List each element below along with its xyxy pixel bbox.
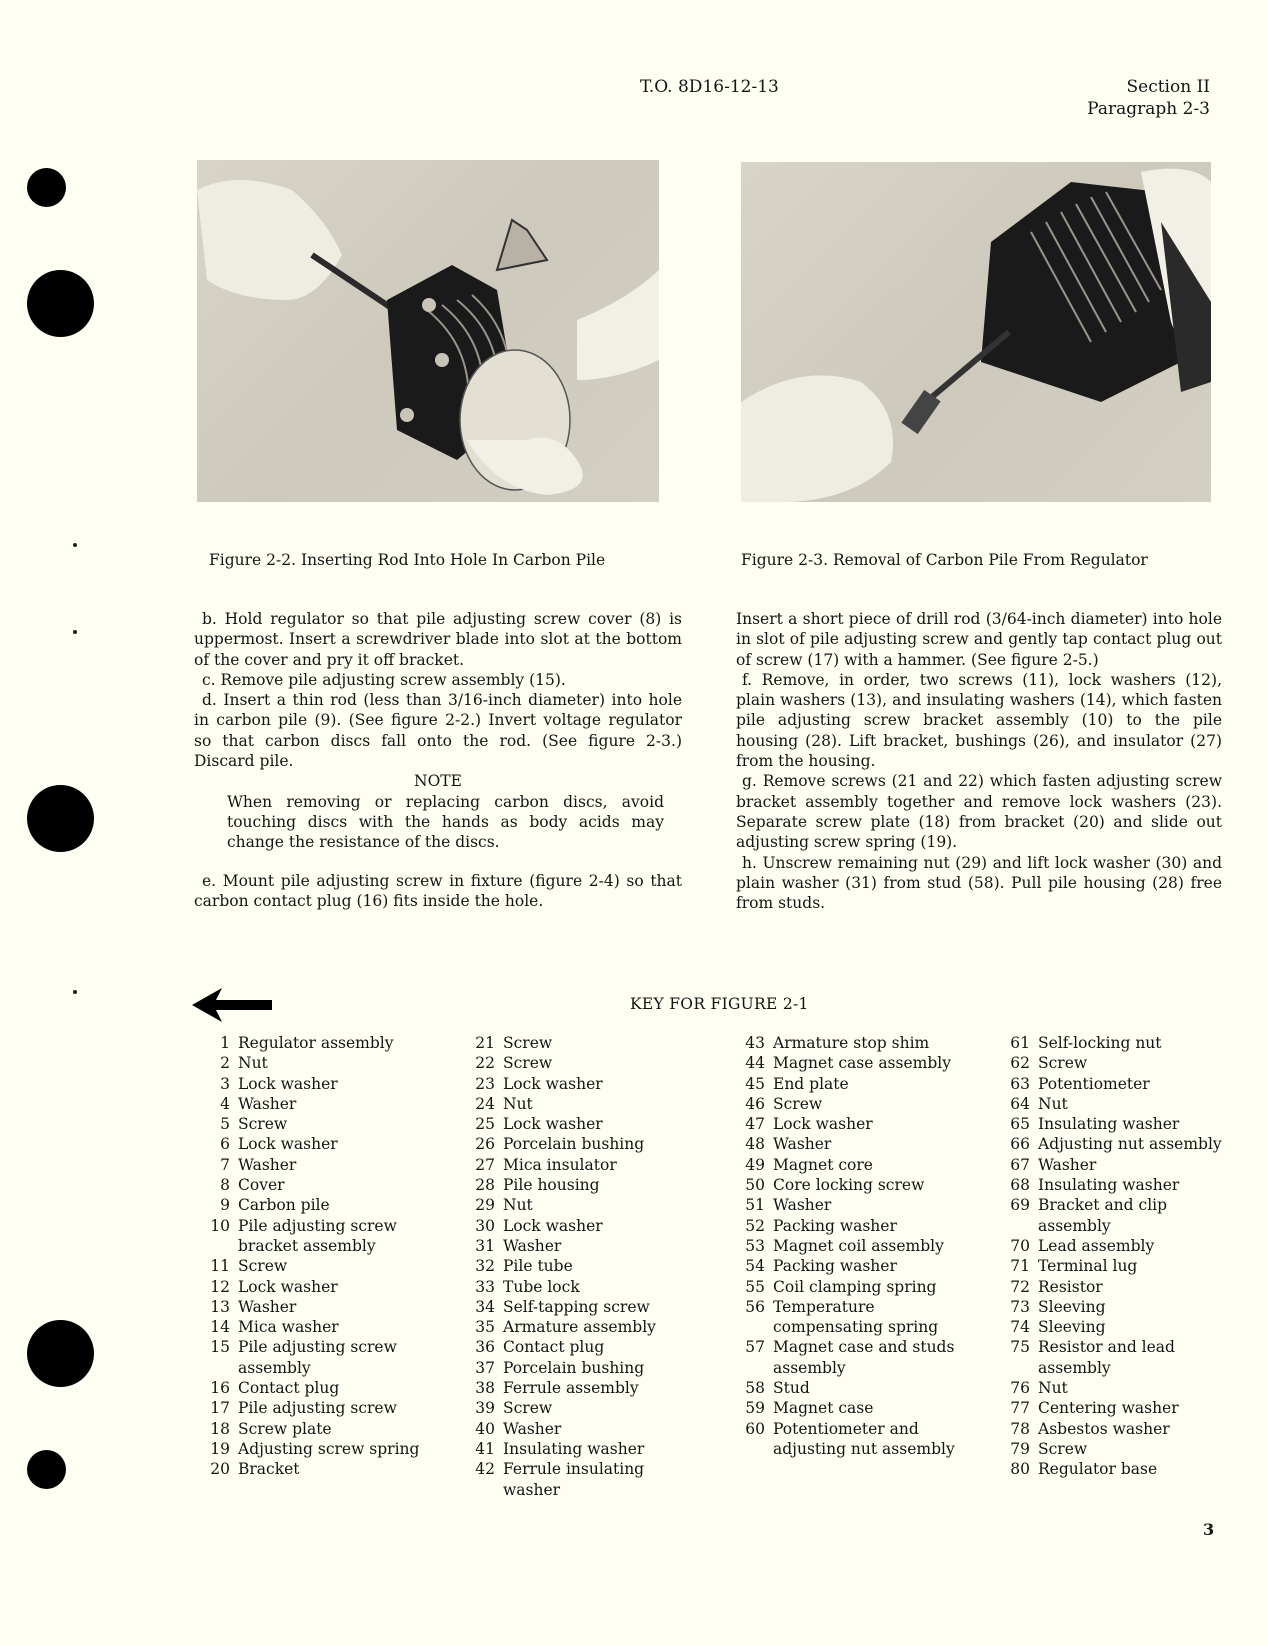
key-item-number: 71 (1010, 1257, 1030, 1276)
key-item-number: 21 (475, 1034, 495, 1052)
key-item-number: 10 (210, 1216, 230, 1235)
key-item-label: Insulating washer (1038, 1176, 1180, 1195)
key-item (200, 1337, 440, 1378)
key-item-label: Mica washer (238, 1318, 339, 1337)
key-item-number: 48 (745, 1135, 765, 1154)
key-item-number: 44 (745, 1054, 765, 1073)
key-item (200, 1277, 440, 1297)
key-item (735, 1378, 975, 1398)
key-item-number: 52 (745, 1216, 765, 1235)
key-item-number: 45 (745, 1074, 765, 1093)
key-item (465, 1439, 705, 1459)
key-item-number: 31 (475, 1236, 495, 1255)
key-item-label: Nut (238, 1054, 268, 1073)
key-item-label: Resistor and lead assembly (1038, 1338, 1175, 1377)
key-item (735, 1155, 975, 1175)
key-item (465, 1297, 705, 1317)
key-item (200, 1033, 440, 1053)
key-item-label: Screw (1038, 1439, 1088, 1458)
key-item (200, 1074, 440, 1094)
key-item (735, 1337, 975, 1378)
key-item-number: 38 (475, 1379, 495, 1398)
step-e: e. Mount pile adjusting screw in fixture (figure 2-4) so that carbon contact plug (16) fits inside the hole. (194, 871, 682, 910)
key-item-number: 23 (475, 1074, 495, 1093)
key-item-number: 11 (210, 1257, 230, 1276)
key-item (465, 1094, 705, 1114)
key-item (735, 1297, 975, 1338)
figure-2-3-caption: Figure 2-3. Removal of Carbon Pile From Regulator (741, 551, 1148, 569)
key-item-number: 1 (220, 1034, 230, 1052)
key-item-label: Potentiometer (1038, 1074, 1150, 1093)
key-item (735, 1053, 975, 1073)
key-item (465, 1134, 705, 1154)
key-item-number: 7 (220, 1155, 230, 1174)
key-item-number: 29 (475, 1196, 495, 1215)
key-item-label: Adjusting nut assembly (1038, 1135, 1222, 1154)
key-item (1000, 1419, 1230, 1439)
key-item-label: Pile adjusting screw bracket assembly (238, 1216, 397, 1255)
key-item (200, 1459, 440, 1479)
key-item-number: 9 (220, 1196, 230, 1215)
key-item-number: 19 (210, 1439, 230, 1458)
key-item-label: Magnet case assembly (773, 1054, 951, 1073)
key-item-label: End plate (773, 1074, 849, 1093)
key-item-label: Magnet coil assembly (773, 1236, 944, 1255)
key-item (200, 1195, 440, 1215)
key-item-label: Nut (503, 1094, 533, 1113)
key-item (465, 1114, 705, 1134)
step-f: f. Remove, in order, two screws (11), lock washers (12), plain washers (13), and insulating washers (14), which fasten pile adjusting screw bracket assembly (10) to the pile housing (28). Lift bracket, bushings (26), and insulator (27) from the housing. (736, 670, 1222, 771)
step-e-continued: Insert a short piece of drill rod (3/64-inch diameter) into hole in slot of pile adjusting screw and gently tap contact plug out of screw (17) with a hammer. (See figure 2-5.) (736, 610, 1222, 669)
key-item-label: Screw (238, 1257, 288, 1276)
right-text-column (736, 609, 1222, 913)
key-item-label: Pile housing (503, 1176, 600, 1195)
key-item (465, 1195, 705, 1215)
key-item-number: 34 (475, 1297, 495, 1316)
key-column-3 (735, 1033, 975, 1459)
key-item (200, 1094, 440, 1114)
key-item-number: 36 (475, 1338, 495, 1357)
step-b: b. Hold regulator so that pile adjusting screw cover (8) is uppermost. Insert a screwdriver blade into slot at the bottom of the cover and pry it off bracket. (194, 610, 682, 669)
key-item (735, 1236, 975, 1256)
key-item-label: Pile adjusting screw assembly (238, 1338, 397, 1377)
key-item-number: 57 (745, 1338, 765, 1357)
key-item-number: 6 (220, 1135, 230, 1154)
key-item-label: Washer (773, 1196, 832, 1215)
key-item (735, 1074, 975, 1094)
key-item-number: 63 (1010, 1074, 1030, 1093)
key-item-label: Washer (503, 1236, 562, 1255)
key-item-number: 49 (745, 1155, 765, 1174)
binder-hole-4 (27, 1320, 94, 1387)
key-item-label: Lock washer (238, 1277, 338, 1296)
key-item-label: Screw (238, 1115, 288, 1134)
technical-order-number: T.O. 8D16-12-13 (640, 77, 779, 97)
key-item-number: 37 (475, 1358, 495, 1377)
key-item-number: 54 (745, 1257, 765, 1276)
key-item (735, 1094, 975, 1114)
key-item-number: 64 (1010, 1094, 1030, 1113)
key-item (200, 1256, 440, 1276)
step-h: h. Unscrew remaining nut (29) and lift lock washer (30) and plain washer (31) from stud (58). Pull pile housing (28) free from studs. (736, 853, 1222, 913)
key-item-number: 16 (210, 1379, 230, 1398)
key-item (200, 1175, 440, 1195)
key-item-number: 78 (1010, 1419, 1030, 1438)
key-item-number: 77 (1010, 1399, 1030, 1418)
key-item (1000, 1114, 1230, 1134)
regulator-rod-illustration (197, 160, 659, 502)
key-item (465, 1277, 705, 1297)
key-item (1000, 1439, 1230, 1459)
key-item (1000, 1033, 1230, 1053)
key-item-label: Packing washer (773, 1216, 897, 1235)
key-item (1000, 1277, 1230, 1297)
key-item (1000, 1074, 1230, 1094)
key-item-number: 13 (210, 1297, 230, 1316)
figure-2-2-caption: Figure 2-2. Inserting Rod Into Hole In Carbon Pile (209, 551, 606, 569)
key-item-label: Screw (1038, 1054, 1088, 1073)
key-item-label: Temperature compensating spring (773, 1297, 939, 1337)
key-item (1000, 1256, 1230, 1276)
key-item-number: 41 (475, 1439, 495, 1458)
key-item-label: Armature assembly (503, 1318, 656, 1337)
key-item-label: Terminal lug (1038, 1257, 1138, 1276)
key-item-label: Washer (238, 1094, 297, 1113)
key-item (735, 1033, 975, 1053)
key-item-label: Magnet core (773, 1155, 873, 1174)
key-item (735, 1277, 975, 1297)
key-item-number: 70 (1010, 1236, 1030, 1255)
section-label: Section II (1126, 77, 1210, 97)
binder-hole-2 (27, 270, 94, 337)
key-item (465, 1378, 705, 1398)
key-item-number: 17 (210, 1399, 230, 1418)
key-item (1000, 1134, 1230, 1154)
key-item (1000, 1195, 1230, 1236)
key-item (200, 1398, 440, 1418)
key-item (735, 1398, 975, 1418)
key-item-label: Asbestos washer (1038, 1419, 1170, 1438)
key-item (465, 1337, 705, 1357)
key-item-label: Ferrule insulating washer (503, 1460, 645, 1499)
key-item (465, 1358, 705, 1378)
key-item-label: Washer (238, 1155, 297, 1174)
key-item-number: 22 (475, 1054, 495, 1073)
note-body: When removing or replacing carbon discs, avoid touching discs with the hands as body acids may change the resistance of the discs. (227, 792, 664, 852)
step-c: c. Remove pile adjusting screw assembly (15). (202, 670, 566, 689)
key-item-label: Bracket and clip assembly (1038, 1196, 1168, 1235)
key-item-label: Coil clamping spring (773, 1277, 937, 1296)
key-item-number: 43 (745, 1034, 765, 1052)
key-item-label: Bracket (238, 1460, 300, 1479)
key-item-label: Ferrule assembly (503, 1379, 639, 1398)
key-item-number: 26 (475, 1135, 495, 1154)
key-item-label: Lock washer (773, 1115, 873, 1134)
key-item (465, 1419, 705, 1439)
key-item-number: 5 (220, 1115, 230, 1134)
key-item-number: 61 (1010, 1034, 1030, 1052)
key-item-label: Screw (773, 1094, 823, 1113)
key-item-label: Potentiometer and adjusting nut assembly (773, 1419, 955, 1458)
key-item-number: 12 (210, 1277, 230, 1296)
key-item (465, 1053, 705, 1073)
carbon-pile-removal-illustration (741, 162, 1211, 502)
key-item-label: Washer (503, 1419, 562, 1438)
key-item (1000, 1155, 1230, 1175)
binder-hole-5 (27, 1450, 66, 1489)
key-item (735, 1175, 975, 1195)
key-item-number: 66 (1010, 1135, 1030, 1154)
key-item-number: 76 (1010, 1379, 1030, 1398)
key-item-number: 51 (745, 1196, 765, 1215)
key-title: KEY FOR FIGURE 2-1 (630, 995, 809, 1013)
key-item (200, 1317, 440, 1337)
key-item-label: Stud (773, 1379, 810, 1398)
key-item-label: Magnet case (773, 1399, 874, 1418)
key-item-number: 8 (220, 1176, 230, 1195)
key-item (1000, 1398, 1230, 1418)
key-item (735, 1216, 975, 1236)
key-item-label: Contact plug (238, 1379, 340, 1398)
key-item-label: Regulator base (1038, 1460, 1158, 1479)
key-item (465, 1033, 705, 1053)
key-item (1000, 1094, 1230, 1114)
key-item-label: Lock washer (503, 1074, 603, 1093)
key-item-number: 67 (1010, 1155, 1030, 1174)
key-item (465, 1074, 705, 1094)
key-item (735, 1114, 975, 1134)
key-item-number: 47 (745, 1115, 765, 1134)
key-item-label: Lock washer (238, 1135, 338, 1154)
key-item (1000, 1337, 1230, 1378)
key-item-label: Packing washer (773, 1257, 897, 1276)
key-item (200, 1053, 440, 1073)
key-item (465, 1155, 705, 1175)
key-item (465, 1236, 705, 1256)
key-item-number: 65 (1010, 1115, 1030, 1134)
key-item (735, 1134, 975, 1154)
key-item (1000, 1459, 1230, 1479)
key-item-label: Mica insulator (503, 1155, 617, 1174)
key-item (735, 1419, 975, 1460)
key-item (465, 1175, 705, 1195)
key-item (1000, 1236, 1230, 1256)
key-item-label: Pile adjusting screw (238, 1399, 397, 1418)
key-item-label: Self-tapping screw (503, 1297, 650, 1316)
key-item-label: Tube lock (503, 1277, 580, 1296)
key-item-number: 28 (475, 1176, 495, 1195)
note-heading: NOTE (414, 772, 462, 791)
key-item-number: 62 (1010, 1054, 1030, 1073)
key-item (200, 1114, 440, 1134)
binder-hole-3 (27, 785, 94, 852)
key-item-label: Sleeving (1038, 1297, 1106, 1316)
key-item-label: Screw (503, 1399, 553, 1418)
key-item (200, 1439, 440, 1459)
key-item-number: 72 (1010, 1277, 1030, 1296)
key-item-number: 24 (475, 1094, 495, 1113)
key-item (465, 1256, 705, 1276)
key-item-number: 35 (475, 1318, 495, 1337)
key-item-number: 27 (475, 1155, 495, 1174)
key-item-number: 40 (475, 1419, 495, 1438)
key-item (200, 1216, 440, 1257)
key-item-label: Insulating washer (1038, 1115, 1180, 1134)
binder-hole-1 (27, 168, 66, 207)
key-item-label: Porcelain bushing (503, 1358, 645, 1377)
step-g: g. Remove screws (21 and 22) which fasten adjusting screw bracket assembly together and remove lock washers (23). Separate screw plate (18) from bracket (20) and slide out adjusting screw spring (19). (736, 772, 1222, 852)
key-item-label: Lock washer (238, 1074, 338, 1093)
key-item-label: Nut (1038, 1094, 1068, 1113)
key-item (735, 1195, 975, 1215)
figure-2-2-photo (197, 160, 659, 502)
key-item-label: Washer (1038, 1155, 1097, 1174)
key-item-number: 53 (745, 1236, 765, 1255)
key-item-label: Resistor (1038, 1277, 1103, 1296)
key-item-number: 25 (475, 1115, 495, 1134)
key-item-label: Cover (238, 1176, 285, 1195)
key-item (200, 1134, 440, 1154)
left-arrow-icon (192, 988, 272, 1022)
punch-mark (73, 630, 77, 634)
key-item-number: 75 (1010, 1338, 1030, 1357)
key-item-label: Lead assembly (1038, 1236, 1155, 1255)
key-item (1000, 1317, 1230, 1337)
key-item-number: 15 (210, 1338, 230, 1357)
key-item-label: Adjusting screw spring (238, 1439, 420, 1458)
key-item-label: Pile tube (503, 1257, 573, 1276)
key-item-number: 73 (1010, 1297, 1030, 1316)
key-item-label: Screw (503, 1054, 553, 1073)
key-item-number: 79 (1010, 1439, 1030, 1458)
step-d: d. Insert a thin rod (less than 3/16-inch diameter) into hole in carbon pile (9). (See figure 2-2.) Invert voltage regulator so that carbon discs fall onto the rod. (See figure 2-3.) Discard pile. (194, 691, 682, 771)
key-item-label: Regulator assembly (238, 1034, 394, 1052)
key-item-number: 56 (745, 1297, 765, 1316)
key-item (1000, 1053, 1230, 1073)
key-item-number: 20 (210, 1460, 230, 1479)
key-item (465, 1216, 705, 1236)
key-item-number: 58 (745, 1379, 765, 1398)
key-item-number: 18 (210, 1419, 230, 1438)
key-item-number: 59 (745, 1399, 765, 1418)
page-number: 3 (1203, 1520, 1215, 1539)
key-item (200, 1419, 440, 1439)
left-text-column (194, 609, 682, 911)
key-item-label: Porcelain bushing (503, 1135, 645, 1154)
key-item-number: 60 (745, 1419, 765, 1438)
paragraph-label: Paragraph 2-3 (1087, 99, 1210, 119)
key-item-label: Insulating washer (503, 1439, 645, 1458)
key-column-2 (465, 1033, 705, 1500)
key-item-number: 33 (475, 1277, 495, 1296)
key-item-number: 39 (475, 1399, 495, 1418)
figure-2-3-photo (741, 162, 1211, 502)
key-item-number: 42 (475, 1460, 495, 1479)
key-item-number: 32 (475, 1257, 495, 1276)
key-item-label: Screw (503, 1034, 553, 1052)
key-item-number: 3 (220, 1074, 230, 1093)
key-item-label: Washer (773, 1135, 832, 1154)
key-item (1000, 1297, 1230, 1317)
key-item-number: 74 (1010, 1318, 1030, 1337)
key-item (465, 1459, 705, 1500)
key-item-number: 55 (745, 1277, 765, 1296)
key-column-1 (200, 1033, 440, 1480)
key-item-number: 4 (220, 1094, 230, 1113)
key-item-label: Nut (1038, 1379, 1068, 1398)
key-item-number: 30 (475, 1216, 495, 1235)
key-item-label: Self-locking nut (1038, 1034, 1162, 1052)
key-item (1000, 1175, 1230, 1195)
key-item-number: 50 (745, 1176, 765, 1195)
key-item (200, 1378, 440, 1398)
key-item-number: 68 (1010, 1176, 1030, 1195)
punch-mark (73, 543, 77, 547)
key-item-label: Sleeving (1038, 1318, 1106, 1337)
key-item-label: Screw plate (238, 1419, 332, 1438)
key-item-label: Centering washer (1038, 1399, 1179, 1418)
key-item (200, 1155, 440, 1175)
key-item-label: Washer (238, 1297, 297, 1316)
key-item-number: 69 (1010, 1196, 1030, 1215)
key-item-number: 46 (745, 1094, 765, 1113)
key-item-label: Carbon pile (238, 1196, 330, 1215)
key-item-number: 80 (1010, 1460, 1030, 1479)
punch-mark (73, 990, 77, 994)
key-item-label: Contact plug (503, 1338, 605, 1357)
key-item (735, 1256, 975, 1276)
key-item-number: 2 (220, 1054, 230, 1073)
key-item-label: Core locking screw (773, 1176, 925, 1195)
key-item (200, 1297, 440, 1317)
key-item-number: 14 (210, 1318, 230, 1337)
key-item (465, 1398, 705, 1418)
key-item-label: Lock washer (503, 1115, 603, 1134)
key-item-label: Magnet case and studs assembly (773, 1338, 955, 1377)
key-item-label: Lock washer (503, 1216, 603, 1235)
key-item (465, 1317, 705, 1337)
key-item-label: Nut (503, 1196, 533, 1215)
key-item (1000, 1378, 1230, 1398)
key-item-label: Armature stop shim (773, 1034, 930, 1052)
key-column-4 (1000, 1033, 1230, 1480)
